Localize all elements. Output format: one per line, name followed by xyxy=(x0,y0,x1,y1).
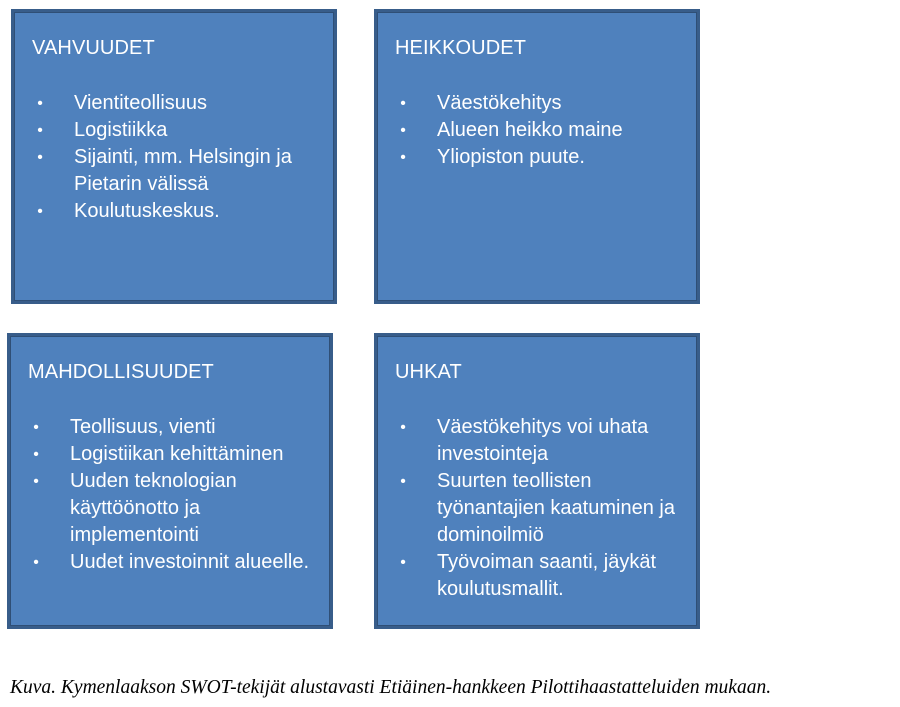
list-item xyxy=(395,414,685,468)
opportunities-list xyxy=(28,414,318,576)
opportunities-title: MAHDOLLISUUDET xyxy=(28,361,214,383)
list-item xyxy=(32,198,322,225)
list-item xyxy=(32,117,322,144)
list-item xyxy=(395,549,685,603)
list-item-text: Työvoiman saanti, jäykät koulutusmallit. xyxy=(437,551,656,600)
list-item xyxy=(28,414,318,441)
bullet-icon: • xyxy=(33,446,39,463)
list-item-text: Teollisuus, vienti xyxy=(70,416,216,438)
list-item-text: Vientiteollisuus xyxy=(74,92,208,114)
threats-box xyxy=(374,333,700,629)
threats-list xyxy=(395,414,685,603)
list-item xyxy=(395,117,685,144)
list-item xyxy=(32,144,322,198)
weaknesses-title: HEIKKOUDET xyxy=(395,37,527,59)
list-item xyxy=(28,441,318,468)
bullet-icon: • xyxy=(37,122,43,139)
weaknesses-list xyxy=(395,90,685,171)
list-item-text: Suurten teollisten työnantajien kaatuminen ja dominoilmiö xyxy=(437,470,675,546)
list-item-text: Sijainti, mm. Helsingin ja Pietarin välissä xyxy=(74,146,292,195)
threats-title: UHKAT xyxy=(395,361,462,383)
strengths-box xyxy=(11,9,337,304)
list-item-text: Alueen heikko maine xyxy=(437,119,623,141)
bullet-icon: • xyxy=(400,122,406,139)
list-item xyxy=(32,90,322,117)
bullet-icon: • xyxy=(33,554,39,571)
bullet-icon: • xyxy=(37,203,43,220)
bullet-icon: • xyxy=(37,149,43,166)
list-item xyxy=(395,468,685,549)
opportunities-box xyxy=(7,333,333,629)
bullet-icon: • xyxy=(33,473,39,490)
bullet-icon: • xyxy=(400,149,406,166)
bullet-icon: • xyxy=(400,473,406,490)
bullet-icon: • xyxy=(400,554,406,571)
list-item-text: Uudet investoinnit alueelle. xyxy=(70,551,310,573)
list-item xyxy=(395,90,685,117)
bullet-icon: • xyxy=(33,419,39,436)
bullet-icon: • xyxy=(37,95,43,112)
list-item-text: Yliopiston puute. xyxy=(437,146,585,168)
weaknesses-box xyxy=(374,9,700,304)
list-item-text: Logistiikka xyxy=(74,119,168,141)
list-item-text: Logistiikan kehittäminen xyxy=(70,443,284,465)
list-item xyxy=(395,144,685,171)
list-item-text: Väestökehitys xyxy=(437,92,562,114)
list-item xyxy=(28,549,318,576)
list-item-text: Väestökehitys voi uhata investointeja xyxy=(437,416,649,465)
figure-caption: Kuva. Kymenlaakson SWOT-tekijät alustavasti Etiäinen-hankkeen Pilottihaastatteluiden mukaan. xyxy=(10,677,772,698)
bullet-icon: • xyxy=(400,95,406,112)
strengths-list xyxy=(32,90,322,225)
strengths-title: VAHVUUDET xyxy=(32,37,155,59)
bullet-icon: • xyxy=(400,419,406,436)
list-item xyxy=(28,468,318,549)
list-item-text: Uuden teknologian käyttöönotto ja implementointi xyxy=(70,470,237,546)
list-item-text: Koulutuskeskus. xyxy=(74,200,220,222)
